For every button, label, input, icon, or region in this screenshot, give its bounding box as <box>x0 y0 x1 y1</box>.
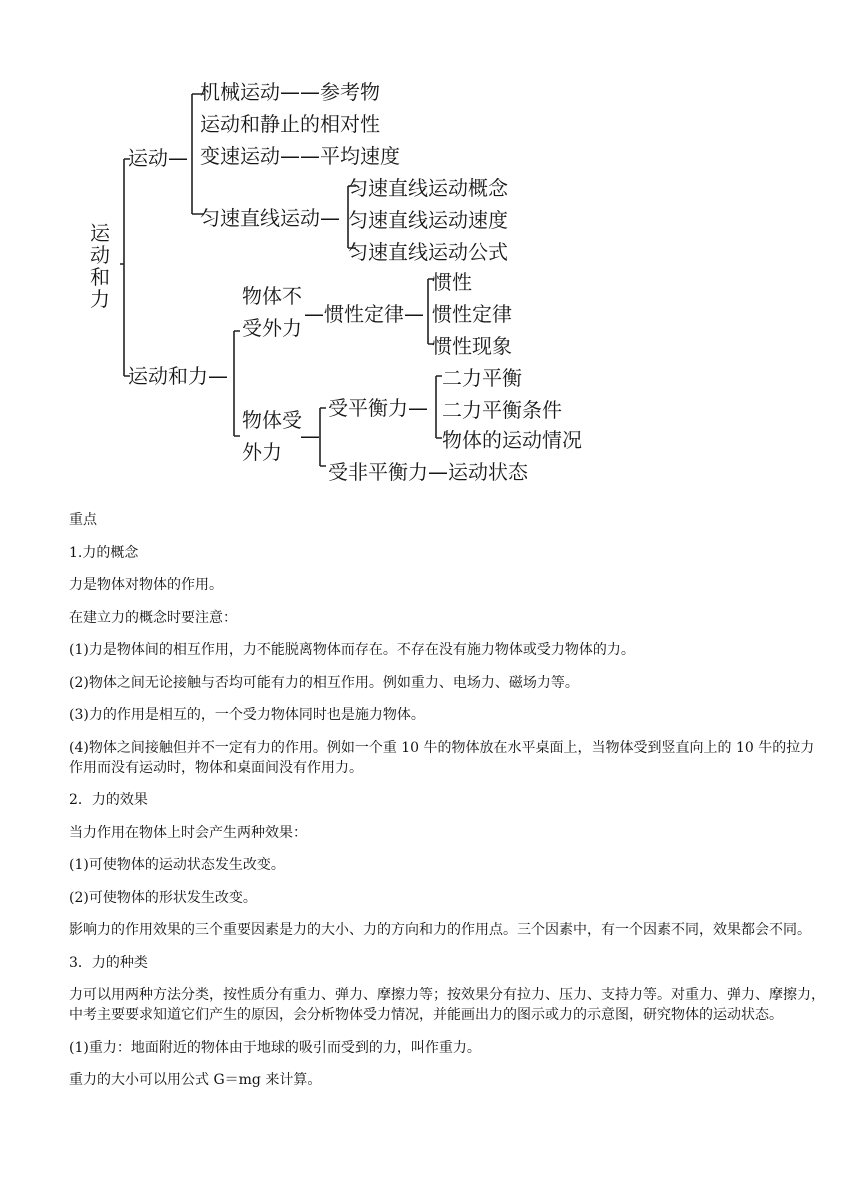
uniform-concept-label: 匀速直线运动概念 <box>348 176 508 200</box>
section-3-gravity-formula: 重力的大小可以用公式 G＝mg 来计算。 <box>69 1072 322 1088</box>
unbalanced-force-label: 受非平衡力—运动状态 <box>328 460 528 484</box>
no-external-force-label-2: 受外力 <box>242 316 302 340</box>
inertia-law-label: 惯性定律 <box>432 302 512 326</box>
key-points-heading: 重点 <box>69 512 97 528</box>
uniform-speed-label: 匀速直线运动速度 <box>348 208 508 232</box>
external-force-label-1: 物体受 <box>242 408 302 432</box>
uniform-motion-label: 匀速直线运动— <box>200 206 340 230</box>
variable-motion-label: 变速运动——平均速度 <box>200 144 400 168</box>
section-1-point-4: (4)物体之间接触但并不一定有力的作用。例如一个重 10 牛的物体放在水平桌面上，当物体受到竖直向上的 10 牛的拉力作用而没有运动时，物体和桌面间没有作用力。 <box>69 739 815 776</box>
relativity-label: 运动和静止的相对性 <box>200 112 380 136</box>
section-3-title: 3．力的种类 <box>69 954 148 971</box>
knowledge-tree-diagram <box>80 66 600 496</box>
motion-label: 运动— <box>128 146 188 170</box>
section-2-title: 2．力的效果 <box>69 792 148 808</box>
object-motion-label: 物体的运动情况 <box>442 428 582 452</box>
inertia-law-branch-label: —惯性定律— <box>304 302 424 326</box>
inertia-phenomena-label: 惯性现象 <box>432 334 512 358</box>
section-1-point-1: (1)力是物体间的相互作用，力不能脱离物体而存在。不存在没有施力物体或受力物体的力。 <box>69 642 635 658</box>
section-1-point-3: (3)力的作用是相互的，一个受力物体同时也是施力物体。 <box>69 707 425 723</box>
section-1-point-2: (2)物体之间无论接触与否均可能有力的相互作用。例如重力、电场力、磁场力等。 <box>69 674 579 691</box>
uniform-formula-label: 匀速直线运动公式 <box>348 240 508 264</box>
two-force-condition-label: 二力平衡条件 <box>442 398 562 422</box>
section-1-title: 1.力的概念 <box>69 544 139 561</box>
section-1-definition: 力是物体对物体的作用。 <box>69 577 223 593</box>
external-force-dash: — <box>300 424 320 448</box>
inertia-label: 惯性 <box>432 270 472 294</box>
section-3-classification: 力可以用两种方法分类，按性质分有重力、弹力、摩擦力等；按效果分有拉力、压力、支持力等。对重力、弹力、摩擦力，中考主要要求知道它们产生的原因，会分析物体受力情况，并能画出力的图示或力的示意图，研究物体的运动状态。 <box>69 987 825 1023</box>
balanced-force-label: 受平衡力— <box>328 396 428 420</box>
section-2-point-1: (1)可使物体的运动状态发生改变。 <box>69 857 285 873</box>
section-2-factors: 影响力的作用效果的三个重要因素是力的大小、力的方向和力的作用点。三个因素中，有一个因素不同，效果都会不同。 <box>69 922 811 938</box>
section-3-gravity-definition: (1)重力：地面附近的物体由于地球的吸引而受到的力，叫作重力。 <box>69 1039 481 1056</box>
motion-force-label: 运动和力— <box>128 364 228 388</box>
no-external-force-label-1: 物体不 <box>242 284 302 308</box>
section-1-note: 在建立力的概念时要注意： <box>69 609 237 626</box>
document-body <box>69 510 825 1103</box>
mechanical-motion-label: 机械运动——参考物 <box>200 80 380 104</box>
root-label: 运动和力 <box>90 221 110 311</box>
external-force-label-2: 外力 <box>242 440 282 464</box>
section-2-intro: 当力作用在物体上时会产生两种效果： <box>69 824 307 841</box>
two-force-balance-label: 二力平衡 <box>442 366 522 390</box>
section-2-point-2: (2)可使物体的形状发生改变。 <box>69 889 257 906</box>
